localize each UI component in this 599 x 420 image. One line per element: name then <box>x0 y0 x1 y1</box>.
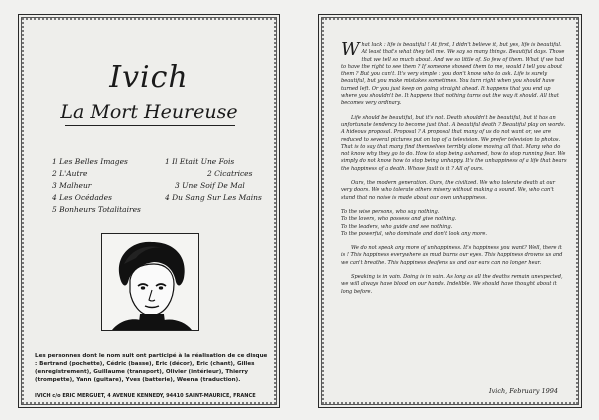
stanza-line: To the powerful, who dominate and don't look any more. <box>341 230 488 237</box>
track-item: 1 Il Etait Une Fois <box>165 157 235 166</box>
track-item: 2 L'Autre <box>52 169 88 178</box>
poem-paragraph: What luck : life is beautiful ! At first, I didn't believe it, but yes, life is beautiful. At least that's what they tell me. We say so many things. Beautiful days. Those that we tell so much about. And we so little of. So few of them. What if we had to have the right to see them ? If someone showed them to me, would I tell you about them ? But you can't. It's very simple : you don't know who to ask. Life is surely beautiful, but you make mistakes sometimes. You turn right when you should have turned left. Or you just keep on going straight ahead. It happens that you end up where you shouldn't be. It happens that nothing turns out the way it should. All that becomes very ordinary. <box>341 39 565 107</box>
drop-cap: W <box>341 39 360 60</box>
lyrics-panel <box>318 14 582 408</box>
track-item: 5 Bonheurs Totalitaires <box>52 205 141 214</box>
poem-paragraph: Speaking is in vain. Doing is in vain. As long as all the deaths remain unexpected, we will always have blood on our hands. Indelible. We should have thought about it long before. <box>341 274 563 295</box>
title-underline <box>65 125 235 126</box>
track-item: 2 Cicatrices <box>207 169 253 178</box>
poem-paragraph: We do not speak any more of unhappiness. It's happiness you want? Well, there it is ! This happiness everywhere as mud burns our eyes. This happiness drowns us and we can't breathe. This happiness deafens us and our ears can no longer hear. <box>341 245 563 266</box>
band-name: Ivich <box>109 60 189 95</box>
tracklist-side-b <box>165 156 262 204</box>
poem-paragraph: Life should be beautiful, but it's not. Death shouldn't be beautiful, but it has an unfortunate tendency to become just that. A beautiful death ? Beautiful play on words. A hideous proposal. Proposal ? A proposal that many of us do not want or, we are reduced to several pictures put on top of a television. We prefer television to photos. That is to say that many find themselves terribly alone moving all that. Many who do not know why they go to do. How to stop being ashamed, how to stop running fear. We simply do not know how to stop being unhappy. It's the unhappiness of a life that bears the happiness of a death. Whose fault is it ? All of ours. <box>341 114 567 172</box>
track-item: 4 Du Sang Sur Les Mains <box>165 193 262 202</box>
stanza-line: To the wise persons, who say nothing. <box>341 208 440 215</box>
signature: Ivich, February 1994 <box>489 387 558 395</box>
track-item: 1 Les Belles Images <box>52 157 128 166</box>
poem-paragraph: Ours, the modern generation. Ours, the civilized. We who tolerate death at our very doors. We who tolerate others misery without making a sound. We, who can't stand that no noise is made about our own unhappiness. <box>341 180 556 201</box>
poem-text <box>341 39 567 303</box>
track-item: 4 Les Océdades <box>52 193 112 202</box>
track-item: 3 Une Soif De Mal <box>175 181 245 190</box>
tracklist-side-a <box>52 156 141 216</box>
stanza-line: To the leaders, who guide and see nothing. <box>341 223 453 230</box>
credits-text: Les personnes dont le nom suit ont participé à la réalisation de ce disque : Bertrand (pochette), Cédric (basse), Eric (décor), Eric (chant), Gilles (enregistrement), Guillaume (transport), Olivier (intérieur), Thierry (trompette), Yann (guitare), Yves (batterie), Weena (traduction). <box>35 353 268 383</box>
stanza-line: To the lovers, who possess and give nothing. <box>341 216 457 223</box>
portrait-illustration <box>102 234 198 330</box>
album-title: La Mort Heureuse <box>60 101 238 123</box>
front-cover-panel <box>18 14 280 408</box>
contact-address: IVICH c/o ERIC MERGUET, 4 AVENUE KENNEDY, 94410 SAINT-MAURICE, FRANCE <box>35 393 256 399</box>
track-item: 3 Malheur <box>52 181 92 190</box>
portrait-photo <box>101 233 199 331</box>
poem-stanza <box>341 209 567 238</box>
